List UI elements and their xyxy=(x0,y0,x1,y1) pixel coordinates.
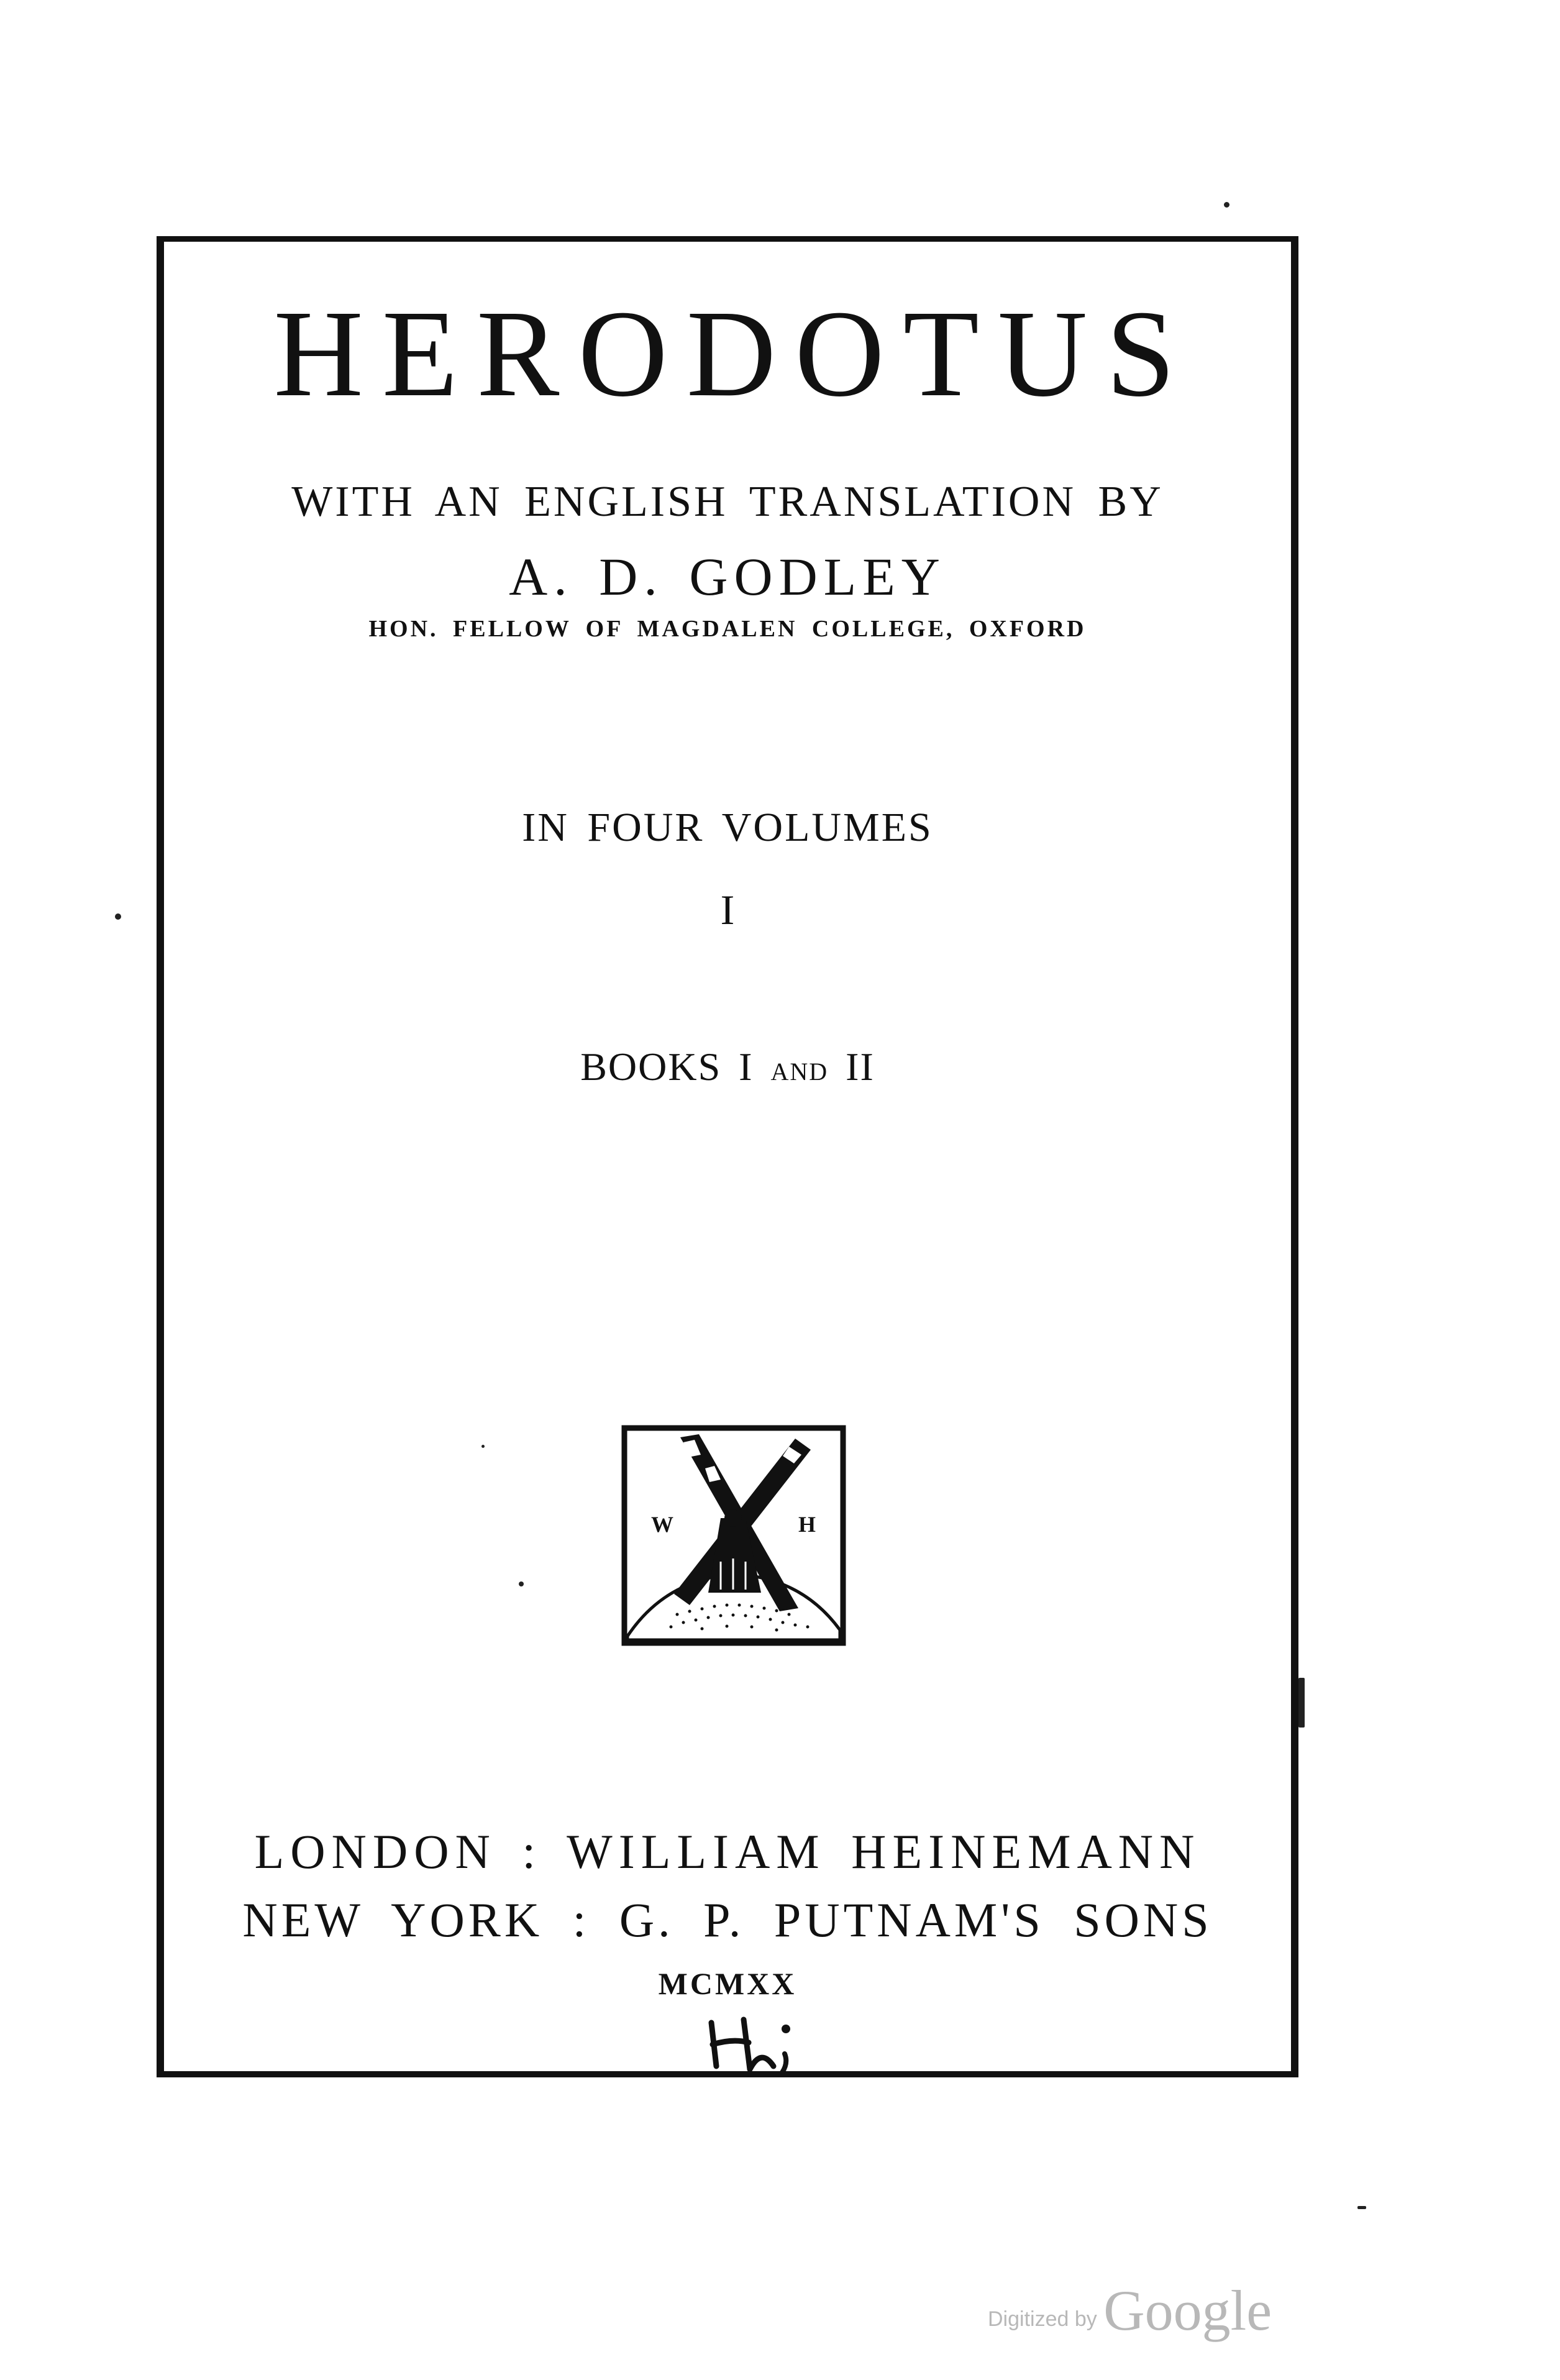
books-and: AND xyxy=(770,1058,829,1086)
publisher-london: LONDON : WILLIAM HEINEMANN xyxy=(254,1824,1201,1879)
volume-number: I xyxy=(720,886,735,933)
books-included xyxy=(157,1044,1298,1090)
book-title: HERODOTUS xyxy=(273,285,1194,423)
translator-affiliation: HON. FELLOW OF MAGDALEN COLLEGE, OXFORD xyxy=(368,616,1087,642)
scan-speck xyxy=(481,1445,485,1448)
publisher-new-york: NEW YORK : G. P. PUTNAM'S SONS xyxy=(242,1893,1213,1947)
watermark-prefix: Digitized by xyxy=(988,2307,1097,2331)
google-wordmark: Google xyxy=(1103,2279,1272,2342)
scan-speck xyxy=(1224,202,1229,208)
books-part-1: BOOKS I xyxy=(580,1045,754,1089)
volume-count: IN FOUR VOLUMES xyxy=(522,805,933,850)
publication-year: MCMXX xyxy=(658,1966,797,2001)
translation-credit: WITH AN ENGLISH TRANSLATION BY xyxy=(291,478,1164,526)
windmill-emblem-icon xyxy=(621,1425,846,1646)
digitized-watermark xyxy=(988,2277,1272,2343)
books-part-2: II xyxy=(846,1045,875,1089)
emblem-letter-w: W xyxy=(651,1512,673,1537)
translator-name: A. D. GODLEY xyxy=(509,547,946,606)
scan-speck xyxy=(115,913,121,920)
scan-speck xyxy=(1298,1678,1305,1728)
scan-speck xyxy=(519,1581,524,1586)
handwritten-mark-icon xyxy=(705,2010,817,2079)
emblem-letter-h: H xyxy=(798,1512,816,1537)
scan-speck xyxy=(1357,2206,1366,2209)
